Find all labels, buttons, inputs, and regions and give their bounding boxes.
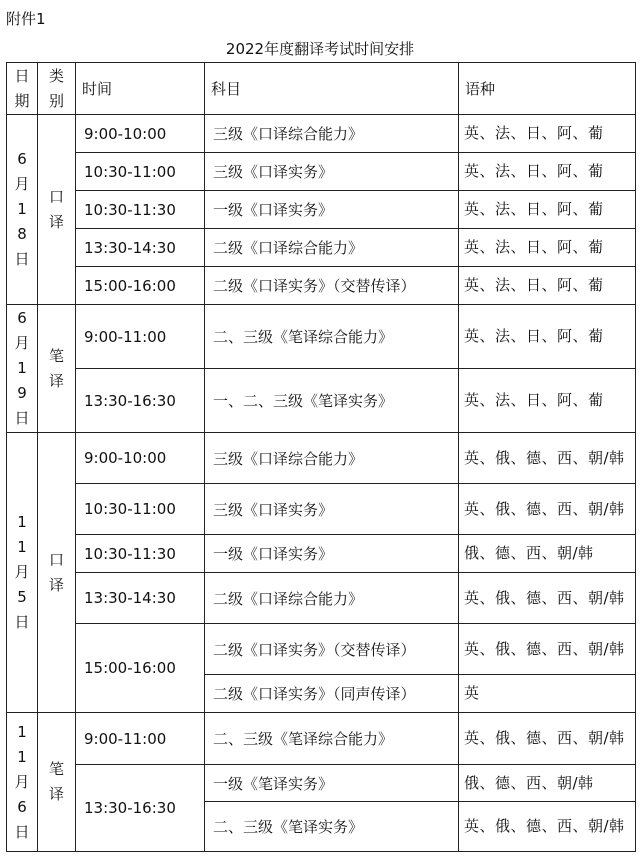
language-cell: 俄、德、西、朝/韩 bbox=[459, 765, 636, 802]
subject-cell: 二级《口译综合能力》 bbox=[205, 229, 459, 267]
time-cell: 10:30-11:30 bbox=[76, 535, 205, 573]
table-row bbox=[7, 305, 636, 369]
date-cell: 11月6日 bbox=[7, 713, 38, 852]
language-cell: 英、俄、德、西、朝/韩 bbox=[459, 802, 636, 852]
table-row bbox=[7, 713, 636, 765]
subject-cell: 三级《口译实务》 bbox=[205, 153, 459, 191]
time-cell: 13:30-14:30 bbox=[76, 573, 205, 624]
language-cell: 英、法、日、阿、葡 bbox=[459, 191, 636, 229]
header-date: 日期 bbox=[7, 63, 38, 115]
subject-cell: 二级《口译实务》（交替传译） bbox=[205, 267, 459, 305]
table-row bbox=[7, 267, 636, 305]
date-cell: 6月18日 bbox=[7, 115, 38, 305]
table-row bbox=[7, 191, 636, 229]
subject-cell: 一、二、三级《笔译实务》 bbox=[205, 369, 459, 433]
time-cell: 9:00-10:00 bbox=[76, 433, 205, 484]
time-cell: 13:30-16:30 bbox=[76, 369, 205, 433]
subject-cell: 二、三级《笔译实务》 bbox=[205, 802, 459, 852]
language-cell: 英、俄、德、西、朝/韩 bbox=[459, 624, 636, 675]
language-cell: 英、法、日、阿、葡 bbox=[459, 369, 636, 433]
subject-cell: 二级《口译综合能力》 bbox=[205, 573, 459, 624]
subject-cell: 二级《口译实务》（交替传译） bbox=[205, 624, 459, 675]
header-category: 类别 bbox=[38, 63, 76, 115]
date-cell: 6月19日 bbox=[7, 305, 38, 433]
language-cell: 英、俄、德、西、朝/韩 bbox=[459, 433, 636, 484]
table-row bbox=[7, 484, 636, 535]
category-cell: 笔译 bbox=[38, 713, 76, 852]
table-row bbox=[7, 535, 636, 573]
header-language: 语种 bbox=[459, 63, 636, 115]
category-cell: 笔译 bbox=[38, 305, 76, 433]
language-cell: 英、俄、德、西、朝/韩 bbox=[459, 573, 636, 624]
subject-cell: 一级《口译实务》 bbox=[205, 535, 459, 573]
language-cell: 英、俄、德、西、朝/韩 bbox=[459, 713, 636, 765]
header-row bbox=[7, 63, 636, 115]
category-cell: 口译 bbox=[38, 433, 76, 713]
table-row bbox=[7, 433, 636, 484]
time-cell: 10:30-11:00 bbox=[76, 153, 205, 191]
table-row bbox=[7, 765, 636, 802]
table-row bbox=[7, 153, 636, 191]
attachment-label: 附件1 bbox=[6, 10, 46, 28]
subject-cell: 二、三级《笔译综合能力》 bbox=[205, 713, 459, 765]
time-cell: 13:30-16:30 bbox=[76, 765, 205, 852]
subject-cell: 二、三级《笔译综合能力》 bbox=[205, 305, 459, 369]
time-cell: 10:30-11:00 bbox=[76, 484, 205, 535]
category-cell: 口译 bbox=[38, 115, 76, 305]
language-cell: 俄、德、西、朝/韩 bbox=[459, 535, 636, 573]
table-row bbox=[7, 573, 636, 624]
header-subject: 科目 bbox=[205, 63, 459, 115]
subject-cell: 三级《口译综合能力》 bbox=[205, 115, 459, 153]
time-cell: 9:00-11:00 bbox=[76, 713, 205, 765]
subject-cell: 二级《口译实务》（同声传译） bbox=[205, 675, 459, 713]
time-cell: 9:00-10:00 bbox=[76, 115, 205, 153]
language-cell: 英、法、日、阿、葡 bbox=[459, 153, 636, 191]
header-time: 时间 bbox=[76, 63, 205, 115]
time-cell: 13:30-14:30 bbox=[76, 229, 205, 267]
subject-cell: 三级《口译综合能力》 bbox=[205, 433, 459, 484]
language-cell: 英、法、日、阿、葡 bbox=[459, 115, 636, 153]
time-cell: 15:00-16:00 bbox=[76, 624, 205, 713]
table-row bbox=[7, 369, 636, 433]
language-cell: 英、法、日、阿、葡 bbox=[459, 267, 636, 305]
table-row bbox=[7, 115, 636, 153]
language-cell: 英、法、日、阿、葡 bbox=[459, 229, 636, 267]
time-cell: 10:30-11:30 bbox=[76, 191, 205, 229]
subject-cell: 三级《口译实务》 bbox=[205, 484, 459, 535]
time-cell: 9:00-11:00 bbox=[76, 305, 205, 369]
language-cell: 英、法、日、阿、葡 bbox=[459, 305, 636, 369]
language-cell: 英、俄、德、西、朝/韩 bbox=[459, 484, 636, 535]
time-cell: 15:00-16:00 bbox=[76, 267, 205, 305]
page-title: 2022年度翻译考试时间安排 bbox=[225, 40, 415, 58]
language-cell: 英 bbox=[459, 675, 636, 713]
table-row bbox=[7, 229, 636, 267]
subject-cell: 一级《笔译实务》 bbox=[205, 765, 459, 802]
date-cell: 11月5日 bbox=[7, 433, 38, 713]
subject-cell: 一级《口译实务》 bbox=[205, 191, 459, 229]
table-row bbox=[7, 624, 636, 675]
exam-schedule-table bbox=[6, 62, 636, 852]
